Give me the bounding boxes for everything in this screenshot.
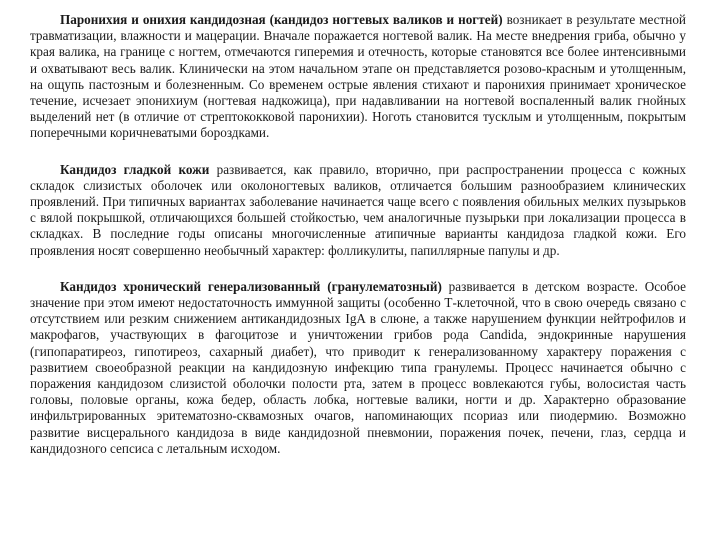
- text-paronychia: возникает в результате местной травматизации, влажности и мацерации. Вначале поражается ногтевой валик. На месте внедрения гриба, обычно у края валика, на границе с ногтем, отмечаются гиперемия и отечность, которые становятся все более интенсивными и охватывают весь валик. Клинически на этом начальном этапе он представляется розово-красным и утолщенным, на ощупь пастозным и болезненным. Со временем острые явления стихают и паронихия принимает хроническое течение, исчезает эпонихиум (ногтевая надкожица), при надавливании на ногтевой воспаленный валик гнойных выделений нет (в отличие от стрептококковой паронихии). Ноготь становится тусклым и утолщенным, покрытым поперечными коричневатыми бороздками.: [30, 12, 686, 141]
- document-page: [30, 12, 686, 457]
- text-chronic-generalized: развивается в детском возрасте. Особое значение при этом имеют недостаточность иммунной защиты (особенно Т-клеточной, что в свою очередь связано с отсутствием или резким снижением антикандидозных IgA в слюне, а также нарушением функции нейтрофилов и макрофагов, участвующих в фагоцитозе и уничтожении грибов рода Candida, эндокринные нарушения (гипопаратиреоз, гипотиреоз, сахарный диабет), что приводит к генерализованному характеру поражения с развитием своеобразной реакции на кандидозную инфекцию типа гранулемы. Процесс начинается обычно с поражения кандидозом слизистой оболочки полости рта, затем в процесс вовлекаются губы, волосистая часть головы, половые органы, кожа бедер, область лобка, ногтевые валики, ногти и др. Характерно образование инфильтрированных эритематозно-сквамозных очагов, напоминающих псориаз или пиодермию. Возможно развитие висцерального кандидоза в виде кандидозной пневмонии, поражения почек, печени, глаз, сердца и кандидозного сепсиса с летальным исходом.: [30, 278, 686, 456]
- paragraph-chronic-generalized: [30, 279, 686, 457]
- paragraph-paronychia: [30, 12, 686, 142]
- term-paronychia: Паронихия и онихия кандидозная (кандидоз ногтевых валиков и ногтей): [60, 12, 503, 27]
- text-smooth-skin: развивается, как правило, вторично, при распространении процесса с кожных складок слизистых оболочек или околоногтевых валиков, отличается большим разнообразием клинических проявлений. При типичных вариантах заболевание начинается чаще всего с появления обильных мелких пузырьков с вялой покрышкой, отличающихся большей стойкостью, чем аналогичные пузырьки при локализации процесса в складках. В последние годы описаны многочисленные атипичные варианты кандидоза гладкой кожи. Его проявления носят совершенно необычный характер: фолликулиты, папиллярные папулы и др.: [30, 161, 686, 258]
- paragraph-smooth-skin: [30, 162, 686, 259]
- term-smooth-skin: Кандидоз гладкой кожи: [60, 161, 210, 177]
- term-chronic-generalized: Кандидоз хронический генерализованный (гранулематозный): [60, 278, 442, 294]
